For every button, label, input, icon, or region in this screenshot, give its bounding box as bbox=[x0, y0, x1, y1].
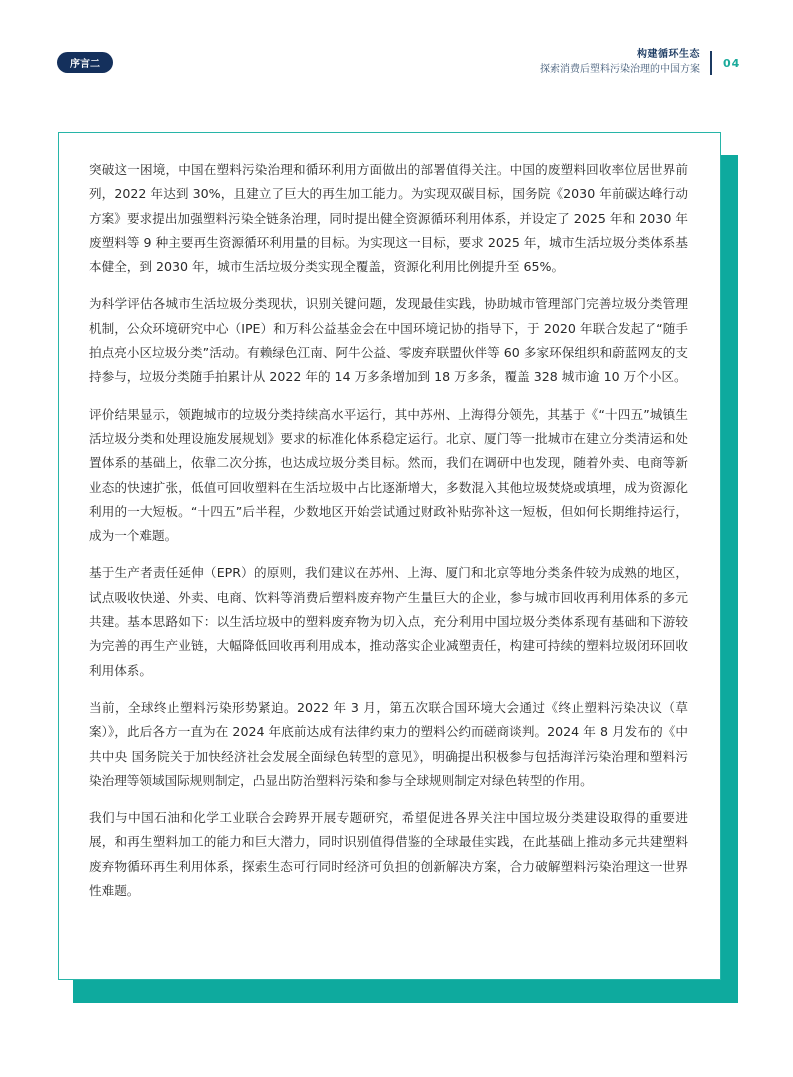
paragraph-2: 为科学评估各城市生活垃圾分类现状，识别关键问题，发现最佳实践，协助城市管理部门完善垃圾分类管理机制，公众环境研究中心（IPE）和万科公益基金会在中国环境记协的指导下，于 2020 年联合发起了“随手拍点亮小区垃圾分类”活动。有赖绿色江南、阿牛公益、零废弃联盟伙伴等 60 多家环保组织和蔚蓝网友的支持参与，垃圾分类随手拍累计从 2022 年的 14 万多条增加到 18 万多条，覆盖 328 城市逾 10 万个小区。 bbox=[89, 296, 688, 385]
text-panel bbox=[58, 132, 721, 980]
running-header bbox=[540, 47, 700, 77]
page-number: 04 bbox=[723, 57, 741, 70]
paragraph-6: 我们与中国石油和化学工业联合会跨界开展专题研究，希望促进各界关注中国垃圾分类建设取得的重要进展，和再生塑料加工的能力和巨大潜力，同时识别值得借鉴的全球最佳实践，在此基础上推动多元共建塑料废弃物循环再生利用体系，探索生态可行同时经济可负担的创新解决方案，合力破解塑料污染治理这一世界性难题。 bbox=[89, 810, 688, 899]
paragraph-3: 评价结果显示，领跑城市的垃圾分类持续高水平运行，其中苏州、上海得分领先，其基于《“十四五”城镇生活垃圾分类和处理设施发展规划》要求的标准化体系稳定运行。北京、厦门等一批城市在建立分类清运和处置体系的基础上，依靠二次分拣，也达成垃圾分类目标。然而，我们在调研中也发现，随着外卖、电商等新业态的快速扩张，低值可回收塑料在生活垃圾中占比逐渐增大，多数混入其他垃圾焚烧或填埋，成为资源化利用的一大短板。“十四五”后半程，少数地区开始尝试通过财政补贴弥补这一短板，但如何长期维持运行，成为一个难题。 bbox=[89, 406, 688, 544]
header-subtitle: 探索消费后塑料污染治理的中国方案 bbox=[540, 64, 700, 75]
header-title: 构建循环生态 bbox=[637, 49, 700, 60]
header-divider bbox=[710, 51, 712, 75]
paragraph-5: 当前，全球终止塑料污染形势紧迫。2022 年 3 月，第五次联合国环境大会通过《终止塑料污染决议（草案）》，此后各方一直为在 2024 年底前达成有法律约束力的塑料公约而磋商谈判。2024 年 8 月发布的《中共中央 国务院关于加快经济社会发展全面绿色转型的意见》，明确提出积极参与包括海洋污染治理和塑料污染治理等领域国际规则制定，凸显出防治塑料污染和参与全球规则制定对绿色转型的作用。 bbox=[89, 699, 688, 788]
paragraph-1: 突破这一困境，中国在塑料污染治理和循环利用方面做出的部署值得关注。中国的废塑料回收率位居世界前列，2022 年达到 30%，且建立了巨大的再生加工能力。为实现双碳目标，国务院《2030 年前碳达峰行动方案》要求提出加强塑料污染全链条治理，同时提出健全资源循环利用体系，并设定了 2025 年和 2030 年废塑料等 9 种主要再生资源循环利用量的目标。为实现这一目标，要求 2025 年，城市生活垃圾分类体系基本健全，到 2030 年，城市生活垃圾分类实现全覆盖，资源化利用比例提升至 65%。 bbox=[89, 162, 688, 275]
paragraph-4: 基于生产者责任延伸（EPR）的原则，我们建议在苏州、上海、厦门和北京等地分类条件较为成熟的地区，试点吸收快递、外卖、电商、饮料等消费后塑料废弃物产生量巨大的企业，参与城市回收再利用体系的多元共建。基本思路如下：以生活垃圾中的塑料废弃物为切入点，充分利用中国垃圾分类体系现有基础和下游较为完善的再生产业链，大幅降低回收再利用成本，推动落实企业减塑责任，构建可持续的塑料垃圾闭环回收利用体系。 bbox=[89, 565, 688, 678]
section-tag: 序言二 bbox=[57, 52, 113, 73]
